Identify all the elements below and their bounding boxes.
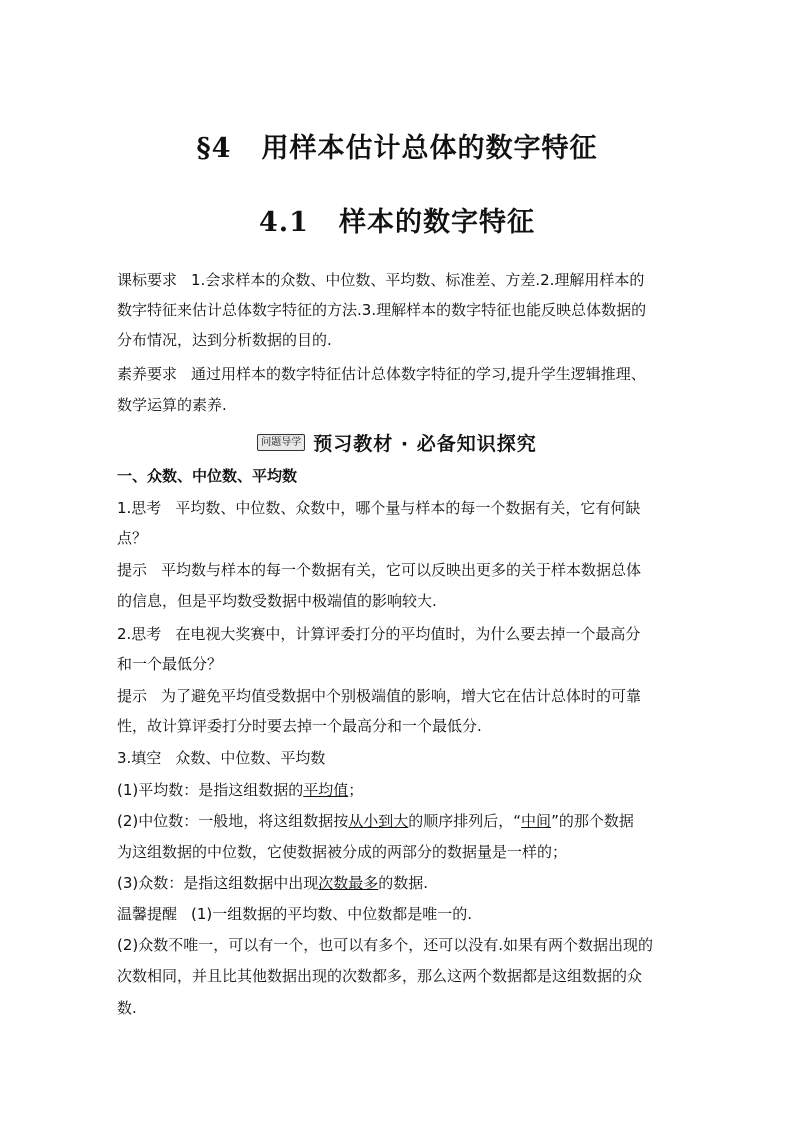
- requirements-line-2: 数字特征来估计总体数字特征的方法.3.理解样本的数字特征也能反映总体数据的: [117, 301, 647, 319]
- question-1-line-1: [117, 498, 682, 518]
- hint-2-label: 提示: [117, 687, 148, 705]
- question-2-label: 2.思考: [117, 625, 162, 643]
- item-median-end: ”的那个数据: [551, 812, 634, 830]
- question-2-line-2: 和一个最低分？: [117, 655, 223, 673]
- hint-1-label: 提示: [117, 561, 148, 579]
- item-mean: [117, 780, 682, 800]
- hint-2-text: 为了避免平均值受数据中个别极端值的影响，增大它在估计总体时的可靠: [161, 687, 642, 705]
- banner-title: 预习教材 · 必备知识探究: [313, 433, 537, 455]
- tip-text-1: (1)一组数据的平均数、中位数都是唯一的.: [191, 905, 473, 923]
- requirements-line-3: 分布情况，达到分析数据的目的.: [117, 331, 332, 349]
- item-mode-end: 的数据.: [378, 874, 429, 892]
- hint-2-line-1: [117, 686, 682, 706]
- literacy-line-1: [117, 364, 682, 384]
- question-2-text: 在电视大奖赛中，计算评委打分的平均值时，为什么要去掉一个最高分: [175, 625, 641, 643]
- item-median-line-1: [117, 811, 682, 831]
- tip-line-3: 次数相同，并且比其他数据出现的次数都多，那么这两个数据都是这组数据的众: [117, 967, 643, 985]
- fill-in-label: 3.填空: [117, 749, 162, 767]
- item-median-text: (2)中位数：一般地，将这组数据按: [117, 812, 349, 830]
- subsection-title-text: 样本的数字特征: [338, 207, 535, 238]
- subsection-title: [0, 200, 794, 239]
- question-1-label: 1.思考: [117, 499, 162, 517]
- item-median-mid: 的顺序排列后，“: [408, 812, 522, 830]
- subsection-number: 4.1: [259, 207, 309, 238]
- literacy-line-2: 数学运算的素养.: [117, 396, 227, 414]
- item-median-line-2: 为这组数据的中位数，它使数据被分成的两部分的数据量是一样的；: [117, 843, 568, 861]
- hint-1-text: 平均数与样本的每一个数据有关，它可以反映出更多的关于样本数据总体: [161, 561, 642, 579]
- hint-2-line-2: 性，故计算评委打分时要去掉一个最高分和一个最低分.: [117, 717, 482, 735]
- question-1-line-2: 点？: [117, 529, 148, 547]
- blank-most-frequent: 次数最多: [318, 874, 379, 892]
- requirements-line-1: [117, 270, 682, 290]
- tip-line-1: [117, 904, 682, 924]
- item-mean-text: (1)平均数：是指这组数据的: [117, 781, 304, 799]
- item-mean-end: ；: [348, 781, 364, 799]
- tip-line-2: (2)众数不唯一，可以有一个，也可以有多个，还可以没有.如果有两个数据出现的: [117, 936, 654, 954]
- hint-1-line-2: 的信息，但是平均数受数据中极端值的影响较大.: [117, 592, 437, 610]
- blank-middle: 中间: [521, 812, 552, 830]
- question-1-text: 平均数、中位数、众数中，哪个量与样本的每一个数据有关，它有何缺: [175, 499, 641, 517]
- blank-small-to-large: 从小到大: [348, 812, 409, 830]
- hint-1-line-1: [117, 560, 682, 580]
- question-2-line-1: [117, 624, 682, 644]
- blank-mean: 平均值: [303, 781, 349, 799]
- literacy-text-1: 通过用样本的数字特征估计总体数字特征的学习,提升学生逻辑推理、: [191, 365, 646, 383]
- requirements-text-1: 1.会求样本的众数、中位数、平均数、标准差、方差.2.理解用样本的: [191, 271, 645, 289]
- section-banner: [0, 429, 794, 456]
- section-title: [0, 126, 794, 165]
- tip-line-4: 数.: [117, 999, 137, 1017]
- item-mode: [117, 873, 682, 893]
- fill-in-title: 众数、中位数、平均数: [175, 749, 326, 767]
- requirements-label: 课标要求: [117, 271, 178, 289]
- section-number: §4: [196, 133, 232, 164]
- item-mode-text: (3)众数：是指这组数据中出现: [117, 874, 319, 892]
- fill-in-heading: [117, 748, 682, 768]
- section-title-text: 用样本估计总体的数字特征: [261, 133, 598, 164]
- tip-label: 温馨提醒: [117, 905, 178, 923]
- heading-mode-median-mean: 一、众数、中位数、平均数: [117, 467, 298, 485]
- banner-tag: 问题导学: [257, 434, 305, 451]
- literacy-label: 素养要求: [117, 365, 178, 383]
